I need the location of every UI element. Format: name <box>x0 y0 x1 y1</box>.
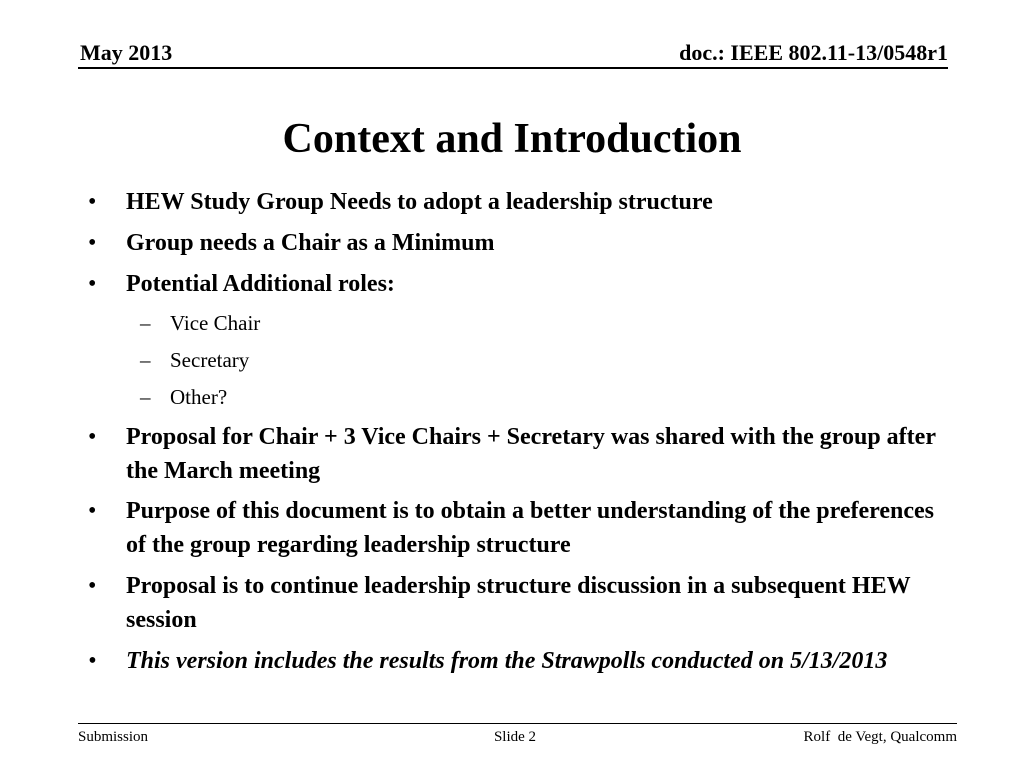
bullet-marker: • <box>88 648 97 674</box>
sub-bullet-item <box>140 346 870 374</box>
bullet-item <box>88 644 946 678</box>
bullet-item <box>88 569 946 637</box>
bullet-marker: • <box>88 271 97 297</box>
bullet-marker: • <box>88 498 97 524</box>
sub-bullet-marker: – <box>140 385 151 409</box>
bullet-text: Proposal is to continue leadership structure discussion in a subsequent HEW session <box>126 573 911 633</box>
bullet-marker: • <box>88 189 97 215</box>
bullet-item <box>88 226 946 260</box>
sub-bullet-text: Secretary <box>170 348 250 372</box>
bullet-item <box>88 267 946 301</box>
header-doc-id: doc.: IEEE 802.11-13/0548r1 <box>679 40 948 65</box>
bullet-marker: • <box>88 573 97 599</box>
bullet-text: Proposal for Chair + 3 Vice Chairs + Secretary was shared with the group after the March meeting <box>126 424 936 484</box>
bullet-text: HEW Study Group Needs to adopt a leadership structure <box>126 189 713 215</box>
footer-submission: Submission <box>78 729 149 745</box>
bullet-text: This version includes the results from the Strawpolls conducted on 5/13/2013 <box>126 648 888 674</box>
bullet-item <box>88 494 946 562</box>
sub-bullet-marker: – <box>140 311 151 335</box>
sub-bullet-item <box>140 383 870 411</box>
footer-divider <box>78 723 957 724</box>
sub-bullet-text: Other? <box>170 385 228 409</box>
bullet-item <box>88 185 946 219</box>
header-date: May 2013 <box>80 40 173 65</box>
slide-title: Context and Introduction <box>282 116 742 162</box>
sub-bullet-text: Vice Chair <box>170 311 261 335</box>
bullet-item <box>88 420 946 488</box>
footer-slide-number: Slide 2 <box>493 729 537 745</box>
bullet-marker: • <box>88 230 97 256</box>
footer-author: Rolf de Vegt, Qualcomm <box>803 729 957 745</box>
sub-bullet-item <box>140 309 870 337</box>
bullet-text: Group needs a Chair as a Minimum <box>126 230 495 256</box>
bullet-text: Potential Additional roles: <box>126 271 395 297</box>
sub-bullet-marker: – <box>140 348 151 372</box>
bullet-text: Purpose of this document is to obtain a better understanding of the preferences of the group regarding leadership structure <box>126 498 934 558</box>
bullet-marker: • <box>88 424 97 450</box>
